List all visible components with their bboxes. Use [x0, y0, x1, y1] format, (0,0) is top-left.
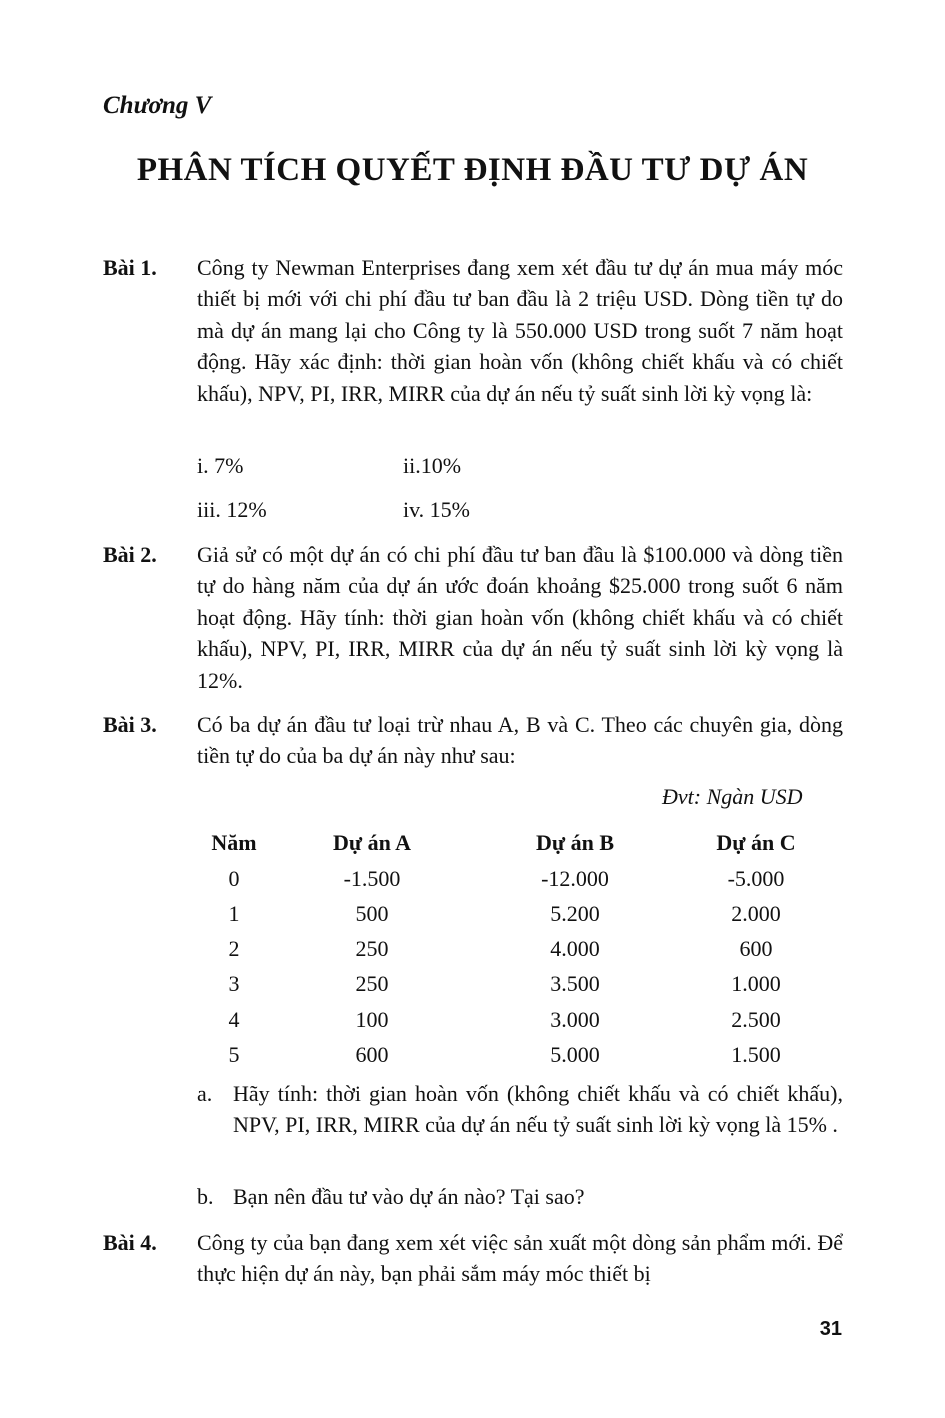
table-cell: -5.000 — [727, 866, 785, 891]
exercise-3-label: Bài 3. — [103, 712, 157, 737]
page-number: 31 — [819, 1318, 842, 1340]
table-cell: 250 — [355, 936, 389, 961]
exercise-2-text: Giả sử có một dự án có chi phí đầu tư ban đầu là $100.000 và dòng tiền tự do hàng năm của dự án ước đoán khoảng $25.000 trong suốt 6 năm hoạt động. Hãy tính: thời gian hoàn vốn (không chiết khấu và có chiết khấu), NPV, PI, IRR, MIRR của dự án nếu tỷ suất sinh lời kỳ vọng là 12%. — [197, 542, 843, 693]
table-cell: 1.000 — [731, 971, 781, 996]
page-title: PHÂN TÍCH QUYẾT ĐỊNH ĐẦU TƯ DỰ ÁN — [136, 152, 809, 188]
table-cell: -12.000 — [541, 866, 609, 891]
subquestion-b-text: Bạn nên đầu tư vào dự án nào? Tại sao? — [233, 1184, 585, 1209]
table-cell: 1 — [228, 901, 240, 926]
exercise-4-label: Bài 4. — [103, 1230, 157, 1255]
exercise-1-label: Bài 1. — [103, 255, 157, 280]
table-cell: 0 — [228, 866, 240, 891]
table-header-a: Dự án A — [333, 830, 411, 855]
table-cell: 5.200 — [550, 901, 600, 926]
table-cell: 1.500 — [731, 1042, 781, 1067]
table-cell: 2 — [228, 936, 240, 961]
table-header-b: Dự án B — [536, 830, 614, 855]
exercise-4-text: Công ty của bạn đang xem xét việc sản xuất một dòng sản phẩm mới. Để thực hiện dự án này, bạn phải sắm máy móc thiết bị — [197, 1230, 843, 1287]
table-cell: 3.500 — [550, 971, 600, 996]
exercise-1-text: Công ty Newman Enterprises đang xem xét đầu tư dự án mua máy móc thiết bị mới với chi phí đầu tư ban đầu là 2 triệu USD. Dòng tiền tự do mà dự án mang lại cho Công ty là 550.000 USD trong suốt 7 năm hoạt động. Hãy xác định: thời gian hoàn vốn (không chiết khấu và có chiết khấu), NPV, PI, IRR, MIRR của dự án nếu tỷ suất sinh lời kỳ vọng là: — [197, 255, 843, 406]
table-cell: 2.500 — [731, 1007, 781, 1032]
unit-note: Đvt: Ngàn USD — [662, 784, 803, 809]
exercise-3-text: Có ba dự án đầu tư loại trừ nhau A, B và C. Theo các chuyên gia, dòng tiền tự do của ba dự án này như sau: — [197, 712, 843, 769]
table-cell: 600 — [739, 936, 773, 961]
exercise-2-label: Bài 2. — [103, 542, 157, 567]
subquestion-a-text: Hãy tính: thời gian hoàn vốn (không chiết khấu và có chiết khấu), NPV, PI, IRR, MIRR của dự án nếu tỷ suất sinh lời kỳ vọng là 15% . — [233, 1081, 843, 1138]
option-iv: iv. 15% — [403, 497, 471, 522]
subquestion-b-label: b. — [197, 1184, 214, 1209]
option-i: i. 7% — [197, 453, 244, 478]
table-cell: 3.000 — [550, 1007, 600, 1032]
table-cell: 2.000 — [731, 901, 781, 926]
table-cell: 500 — [355, 901, 389, 926]
table-header-c: Dự án C — [716, 830, 796, 855]
chapter-heading: Chương V — [103, 92, 212, 119]
option-ii: ii.10% — [403, 453, 462, 478]
subquestion-a-label: a. — [197, 1081, 213, 1106]
table-cell: 4 — [228, 1007, 240, 1032]
table-cell: 5.000 — [550, 1042, 600, 1067]
table-cell: 4.000 — [550, 936, 600, 961]
table-cell: -1.500 — [343, 866, 401, 891]
table-header-year: Năm — [211, 830, 257, 855]
table-cell: 600 — [355, 1042, 389, 1067]
table-cell: 5 — [228, 1042, 240, 1067]
table-cell: 250 — [355, 971, 389, 996]
option-iii: iii. 12% — [197, 497, 267, 522]
table-cell: 3 — [228, 971, 240, 996]
table-cell: 100 — [355, 1007, 389, 1032]
